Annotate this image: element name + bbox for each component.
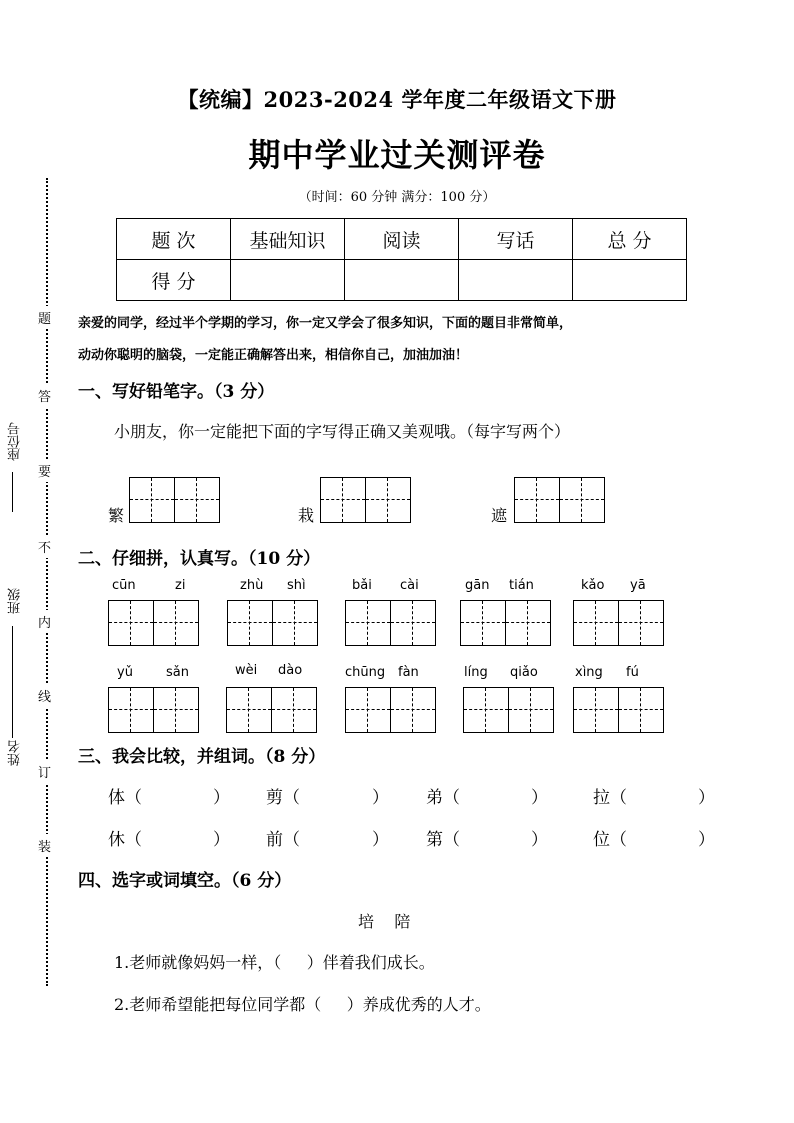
compare-char-open: 前（	[266, 830, 300, 850]
compare-close-paren: ）	[372, 830, 389, 850]
question-1: 1.老师就像妈妈一样，（ ）伴着我们成长。	[114, 953, 435, 972]
grid-guide-line	[154, 622, 198, 623]
binding-dotted-line	[46, 178, 48, 986]
grid-guide-line	[595, 688, 596, 732]
writing-grid[interactable]	[514, 477, 605, 523]
grid-guide-line	[509, 709, 553, 710]
score-table	[116, 218, 687, 301]
pinyin-writing-grid[interactable]	[108, 687, 199, 733]
section-3-title: 三、我会比较，并组词。（8 分）	[78, 747, 326, 767]
question-2: 2.老师希望能把每位同学都（ ）养成优秀的人才。	[114, 995, 491, 1014]
grid-guide-line	[536, 478, 537, 522]
grid-guide-line	[619, 709, 663, 710]
model-char: 栽	[298, 506, 315, 525]
table-cell: 基础知识	[231, 219, 345, 260]
grid-guide-line	[367, 688, 368, 732]
tian-cell[interactable]	[153, 600, 199, 646]
grid-guide-line	[130, 499, 174, 500]
tian-cell[interactable]	[390, 600, 436, 646]
grid-guide-line	[619, 622, 663, 623]
tian-cell[interactable]	[174, 477, 220, 523]
compare-char-open: 体（	[108, 788, 142, 808]
compare-close-paren: ）	[372, 788, 389, 808]
intro-line-2: 动动你聪明的脑袋，一定能正确解答出来，相信你自己，加油加油！	[78, 348, 469, 363]
pinyin-writing-grid[interactable]	[573, 687, 664, 733]
section-2-title: 二、仔细拼，认真写。（10 分）	[78, 549, 321, 569]
pinyin: bǎi	[352, 578, 372, 593]
score-input-cell[interactable]	[573, 260, 687, 301]
grid-guide-line	[249, 601, 250, 645]
pinyin: líng	[464, 665, 488, 680]
model-char: 遮	[491, 506, 508, 525]
compare-char-open: 位（	[593, 830, 627, 850]
grid-guide-line	[527, 601, 528, 645]
grid-guide-line	[530, 688, 531, 732]
pinyin: zhù	[240, 578, 264, 593]
tian-cell[interactable]	[345, 687, 391, 733]
class-label: 班级	[8, 588, 23, 614]
table-row	[117, 260, 687, 301]
grid-guide-line	[464, 709, 508, 710]
pinyin: kǎo	[581, 578, 605, 593]
tian-cell[interactable]	[365, 477, 411, 523]
binding-char: 内	[38, 610, 51, 633]
intro-line-1: 亲爱的同学，经过半个学期的学习，你一定又学会了很多知识，下面的题目非常简单，	[78, 316, 573, 331]
table-cell: 题 次	[117, 219, 231, 260]
pinyin-writing-grid[interactable]	[227, 600, 318, 646]
pinyin: dào	[278, 663, 303, 678]
binding-char: 线	[38, 684, 51, 707]
compare-close-paren: ）	[698, 830, 715, 850]
pinyin: zi	[175, 578, 186, 593]
tian-cell[interactable]	[463, 687, 509, 733]
compare-close-paren: ）	[531, 830, 548, 850]
grid-guide-line	[130, 688, 131, 732]
tian-cell[interactable]	[272, 600, 318, 646]
pinyin: yā	[630, 578, 646, 593]
grid-guide-line	[294, 601, 295, 645]
grid-guide-line	[485, 688, 486, 732]
grid-guide-line	[346, 709, 390, 710]
pinyin: chūng	[345, 665, 386, 680]
tian-cell[interactable]	[227, 600, 273, 646]
grid-guide-line	[412, 688, 413, 732]
grid-guide-line	[367, 601, 368, 645]
pinyin: wèi	[235, 663, 258, 678]
tian-cell[interactable]	[460, 600, 506, 646]
tian-cell[interactable]	[505, 600, 551, 646]
compare-close-paren: ）	[213, 788, 230, 808]
grid-guide-line	[248, 688, 249, 732]
grid-guide-line	[640, 688, 641, 732]
grid-guide-line	[154, 709, 198, 710]
name-label: 姓名	[8, 740, 23, 766]
exam-main-title: 期中学业过关测评卷	[248, 136, 546, 174]
section-1-prompt: 小朋友，你一定能把下面的字写得正确又美观哦。（每字写两个）	[114, 422, 571, 441]
pinyin: sǎn	[166, 665, 189, 680]
score-input-cell[interactable]	[231, 260, 345, 301]
binding-char: 答	[38, 384, 51, 407]
score-input-cell[interactable]	[459, 260, 573, 301]
grid-guide-line	[109, 709, 153, 710]
pinyin: cūn	[112, 578, 136, 593]
tian-cell[interactable]	[573, 600, 619, 646]
binding-char: 不	[38, 535, 51, 558]
grid-guide-line	[109, 622, 153, 623]
seat-number-label: 座位号	[8, 422, 23, 461]
tian-cell[interactable]	[108, 600, 154, 646]
pinyin: fàn	[398, 665, 419, 680]
grid-guide-line	[482, 601, 483, 645]
grid-guide-line	[227, 709, 271, 710]
grid-guide-line	[391, 622, 435, 623]
grid-guide-line	[560, 499, 604, 500]
grid-guide-line	[574, 709, 618, 710]
pinyin: tián	[509, 578, 534, 593]
pinyin-writing-grid[interactable]	[463, 687, 554, 733]
grid-guide-line	[175, 601, 176, 645]
seat-number-line	[12, 472, 13, 512]
table-cell: 总 分	[573, 219, 687, 260]
score-input-cell[interactable]	[345, 260, 459, 301]
tian-cell[interactable]	[573, 687, 619, 733]
grid-guide-line	[581, 478, 582, 522]
compare-char-open: 拉（	[593, 788, 627, 808]
pinyin-writing-grid[interactable]	[573, 600, 664, 646]
compare-char-open: 剪（	[266, 788, 300, 808]
pinyin: gān	[465, 578, 490, 593]
pinyin: cài	[400, 578, 419, 593]
grid-guide-line	[130, 601, 131, 645]
grid-guide-line	[595, 601, 596, 645]
tian-cell[interactable]	[108, 687, 154, 733]
pinyin-writing-grid[interactable]	[345, 600, 436, 646]
table-cell: 阅读	[345, 219, 459, 260]
pinyin-writing-grid[interactable]	[345, 687, 436, 733]
grid-guide-line	[412, 601, 413, 645]
grid-guide-line	[461, 622, 505, 623]
name-line	[12, 650, 13, 738]
compare-char-open: 休（	[108, 830, 142, 850]
exam-time-info: （时间：60 分钟 满分：100 分）	[298, 190, 496, 205]
grid-guide-line	[273, 622, 317, 623]
grid-guide-line	[321, 499, 365, 500]
tian-cell[interactable]	[226, 687, 272, 733]
binding-char: 装	[38, 834, 51, 857]
model-char: 繁	[108, 506, 125, 525]
grid-guide-line	[228, 622, 272, 623]
tian-cell[interactable]	[559, 477, 605, 523]
grid-guide-line	[346, 622, 390, 623]
word-options: 培 陪	[358, 912, 411, 931]
pinyin: xìng	[575, 665, 603, 680]
table-cell: 得 分	[117, 260, 231, 301]
pinyin-writing-grid[interactable]	[108, 600, 199, 646]
tian-cell[interactable]	[345, 600, 391, 646]
tian-cell[interactable]	[618, 600, 664, 646]
writing-grid[interactable]	[129, 477, 220, 523]
grid-guide-line	[175, 688, 176, 732]
grid-guide-line	[506, 622, 550, 623]
grid-guide-line	[515, 499, 559, 500]
tian-cell[interactable]	[129, 477, 175, 523]
grid-guide-line	[640, 601, 641, 645]
tian-cell[interactable]	[271, 687, 317, 733]
tian-cell[interactable]	[390, 687, 436, 733]
pinyin: yǔ	[117, 665, 133, 680]
grid-guide-line	[196, 478, 197, 522]
tian-cell[interactable]	[153, 687, 199, 733]
grid-guide-line	[574, 622, 618, 623]
compare-close-paren: ）	[213, 830, 230, 850]
pinyin: shì	[287, 578, 306, 593]
binding-char: 订	[38, 760, 51, 783]
writing-grid[interactable]	[320, 477, 411, 523]
exam-series-title: 【统编】2023-2024 学年度二年级语文下册	[177, 87, 617, 112]
grid-guide-line	[175, 499, 219, 500]
pinyin: fú	[626, 665, 639, 680]
section-1-title: 一、写好铅笔字。（3 分）	[78, 382, 275, 402]
tian-cell[interactable]	[320, 477, 366, 523]
binding-char: 要	[38, 459, 51, 482]
tian-cell[interactable]	[514, 477, 560, 523]
pinyin-writing-grid[interactable]	[226, 687, 317, 733]
grid-guide-line	[366, 499, 410, 500]
grid-guide-line	[391, 709, 435, 710]
grid-guide-line	[272, 709, 316, 710]
compare-char-open: 第（	[426, 830, 460, 850]
pinyin-writing-grid[interactable]	[460, 600, 551, 646]
table-row	[117, 219, 687, 260]
pinyin: qiǎo	[510, 665, 538, 680]
binding-char: 题	[38, 306, 51, 329]
compare-close-paren: ）	[698, 788, 715, 808]
compare-char-open: 弟（	[426, 788, 460, 808]
tian-cell[interactable]	[508, 687, 554, 733]
grid-guide-line	[342, 478, 343, 522]
compare-close-paren: ）	[531, 788, 548, 808]
grid-guide-line	[293, 688, 294, 732]
grid-guide-line	[151, 478, 152, 522]
tian-cell[interactable]	[618, 687, 664, 733]
table-cell: 写话	[459, 219, 573, 260]
grid-guide-line	[387, 478, 388, 522]
section-4-title: 四、选字或词填空。（6 分）	[78, 871, 292, 891]
